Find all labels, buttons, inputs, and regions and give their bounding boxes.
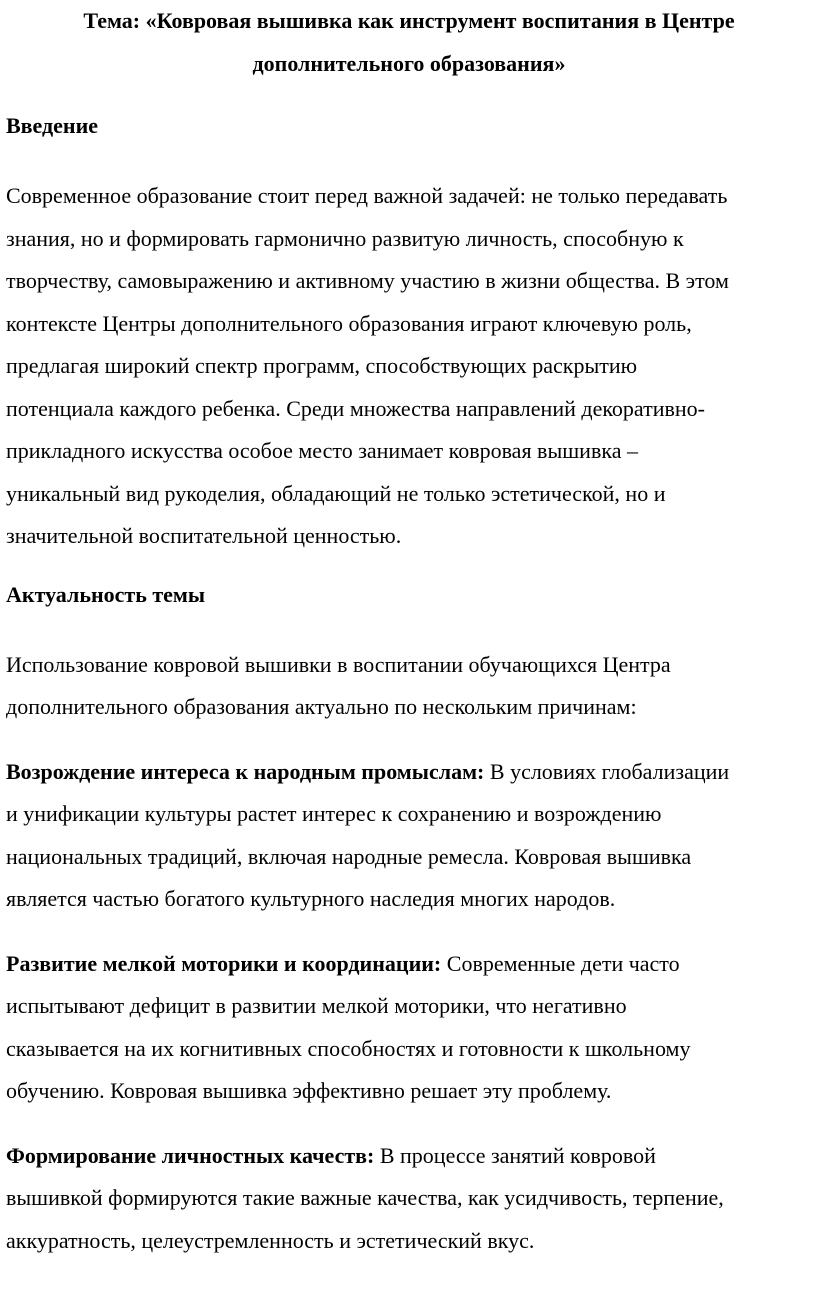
- reason-first-line-rest: В условиях глобализации: [484, 758, 730, 784]
- reason-line: сказывается на их когнитивных способностях и готовности к школьному: [6, 1035, 691, 1061]
- reason-line: вышивкой формируются такие важные качества, как усидчивость, терпение,: [6, 1185, 724, 1210]
- reason-first-line-rest: В процессе занятий ковровой: [374, 1142, 656, 1168]
- reason-first-line: [6, 943, 812, 986]
- reason-paragraph-motor-skills: [6, 943, 812, 1113]
- relevance-line: Использование ковровой вышивки в воспитании обучающихся Центра: [6, 651, 671, 677]
- reason-line: и унификации культуры растет интерес к сохранению и возрождению: [6, 801, 662, 826]
- reason-line: является частью богатого культурного наследия многих народов.: [6, 886, 616, 911]
- reason-first-line-rest: Современные дети часто: [441, 950, 680, 976]
- title-line-1: Тема: «Ковровая вышивка как инструмент воспитания в Центре: [83, 8, 735, 33]
- intro-line: прикладного искусства особое место занимает ковровая вышивка –: [6, 438, 638, 463]
- reason-lead: Развитие мелкой моторики и координации:: [6, 950, 442, 976]
- intro-line: творчеству, самовыражению и активному участию в жизни общества. В этом: [6, 268, 729, 293]
- intro-line: уникальный вид рукоделия, обладающий не только эстетической, но и: [6, 480, 666, 506]
- intro-heading: Введение: [6, 113, 99, 138]
- relevance-heading: Актуальность темы: [6, 581, 206, 607]
- intro-line: предлагая широкий спектр программ, способствующих раскрытию: [6, 353, 638, 378]
- reason-line: национальных традиций, включая народные ремесла. Ковровая вышивка: [6, 843, 692, 869]
- intro-line: контексте Центры дополнительного образования играют ключевую роль,: [6, 310, 692, 336]
- intro-paragraph: [6, 175, 812, 558]
- reason-lead: Возрождение интереса к народным промыслам:: [6, 758, 485, 784]
- relevance-paragraph: [6, 644, 812, 729]
- reason-line: обучению. Ковровая вышивка эффективно решает эту проблему.: [6, 1078, 612, 1103]
- reason-line: аккуратность, целеустремленность и эстетический вкус.: [6, 1227, 535, 1253]
- reason-paragraph-folk-crafts: [6, 751, 812, 921]
- reason-first-line: [6, 751, 812, 794]
- intro-line: знания, но и формировать гармонично развитую личность, способную к: [6, 225, 684, 251]
- reason-line: испытывают дефицит в развитии мелкой моторики, что негативно: [6, 993, 627, 1018]
- relevance-line: дополнительного образования актуально по нескольким причинам:: [6, 694, 637, 719]
- intro-line: потенциала каждого ребенка. Среди множества направлений декоративно-: [6, 395, 705, 421]
- reason-lead: Формирование личностных качеств:: [6, 1142, 375, 1168]
- title-line-2: дополнительного образования»: [252, 51, 566, 76]
- document-title: [6, 0, 812, 85]
- reason-first-line: [6, 1135, 812, 1178]
- intro-line: Современное образование стоит перед важной задачей: не только передавать: [6, 183, 728, 208]
- reason-paragraph-personal-qualities: [6, 1135, 812, 1263]
- intro-line: значительной воспитательной ценностью.: [6, 523, 402, 548]
